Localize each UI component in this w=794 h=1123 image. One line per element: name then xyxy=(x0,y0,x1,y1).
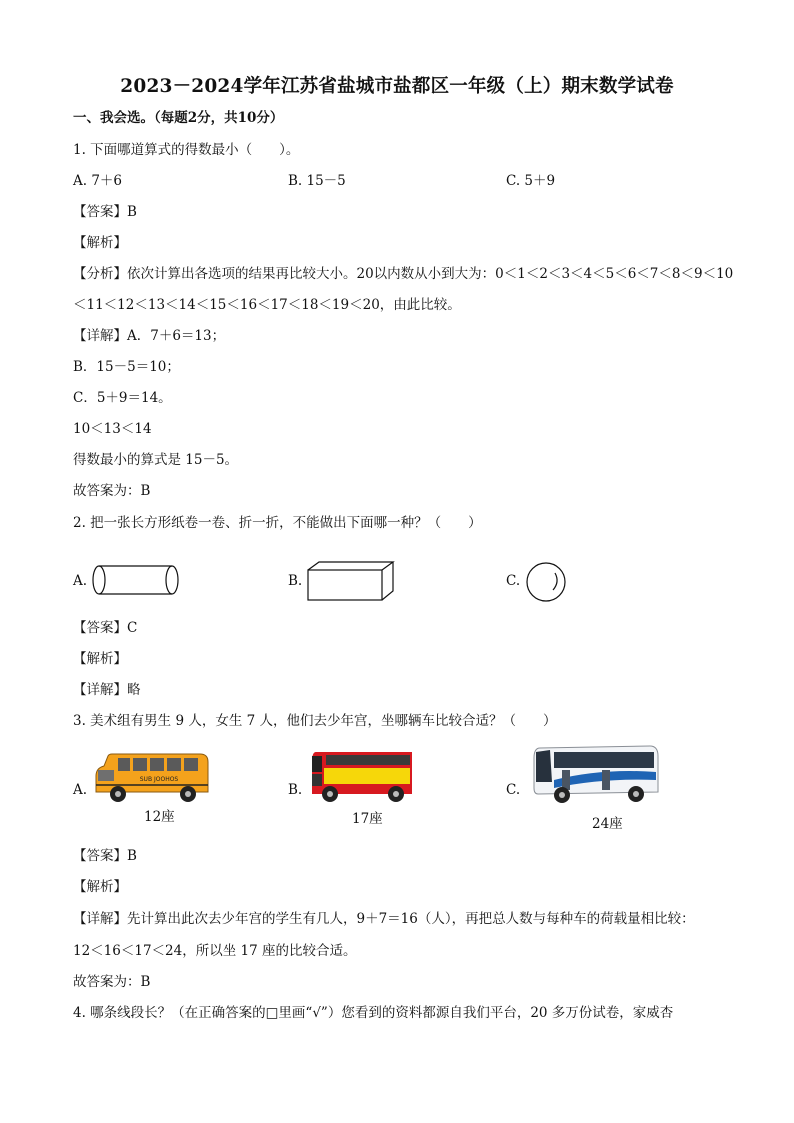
q3-caption-b: 17座 xyxy=(352,811,383,827)
q1-option-c: C. 5＋9 xyxy=(506,173,556,189)
q1-option-a: A. 7＋6 xyxy=(73,173,123,189)
q1-detail-line1: 【详解】A．7＋6＝13； xyxy=(73,328,226,344)
q3-answer: 【答案】B xyxy=(73,848,137,864)
section-heading: 一、我会选。（每题2分，共10分） xyxy=(73,110,284,126)
sphere-figure xyxy=(522,560,570,604)
q1-fenxi-line1: 【分析】依次计算出各选项的结果再比较大小。20以内数从小到大为：0＜1＜2＜3＜4＜5＜6＜7＜8＜9＜10 xyxy=(73,266,734,282)
q3-caption-a: 12座 xyxy=(144,809,175,825)
q3-option-b: B. xyxy=(288,782,303,798)
q3-detail-line2: 12＜16＜17＜24，所以坐 17 座的比较合适。 xyxy=(73,943,357,959)
q1-option-b: B. 15－5 xyxy=(288,173,346,189)
q3-detail-line1: 【详解】先计算出此次去少年宫的学生有几人，9＋7＝16（人），再把总人数与每种车的荷载量相比较： xyxy=(73,911,695,927)
school-bus-image xyxy=(90,748,212,806)
q2-answer: 【答案】C xyxy=(73,620,138,636)
q3-final-answer: 故答案为：B xyxy=(73,974,151,990)
page-title: 2023－2024学年江苏省盐城市盐都区一年级（上）期末数学试卷 xyxy=(120,76,674,97)
q1-answer: 【答案】B xyxy=(73,204,137,220)
question-3-stem: 3. 美术组有男生 9 人，女生 7 人，他们去少年宫，坐哪辆车比较合适？（ ） xyxy=(73,713,557,729)
q1-detail-line4: 10＜13＜14 xyxy=(73,421,152,437)
city-bus-image xyxy=(532,742,662,808)
q2-option-a: A. xyxy=(73,573,88,589)
question-2-stem: 2. 把一张长方形纸卷一卷、折一折，不能做出下面哪一种？（ ） xyxy=(73,515,482,531)
q2-detail: 【详解】略 xyxy=(73,682,141,698)
q1-detail-line5: 得数最小的算式是 15－5。 xyxy=(73,452,239,468)
cylinder-figure xyxy=(90,560,182,600)
q1-analysis-label: 【解析】 xyxy=(73,235,127,251)
q2-option-c: C. xyxy=(506,573,521,589)
q2-analysis-label: 【解析】 xyxy=(73,651,127,667)
q3-caption-c: 24座 xyxy=(592,816,623,832)
cuboid-figure xyxy=(305,560,397,602)
question-1-stem: 1. 下面哪道算式的得数最小（ ）。 xyxy=(73,142,300,158)
school-bus-lettering: SUB JOOHOS xyxy=(139,776,179,783)
q1-final-answer: 故答案为：B xyxy=(73,483,151,499)
double-decker-bus-image xyxy=(308,748,418,806)
q1-fenxi-line2: ＜11＜12＜13＜14＜15＜16＜17＜18＜19＜20，由此比较。 xyxy=(73,297,461,313)
q1-detail-line2: B．15－5＝10； xyxy=(73,359,180,375)
q2-option-b: B. xyxy=(288,573,303,589)
q3-option-c: C. xyxy=(506,782,521,798)
question-4-stem: 4. 哪条线段长？（在正确答案的□里画“√”）您看到的资料都源自我们平台，20 多万份试卷，家威杏 xyxy=(73,1005,674,1021)
q3-option-a: A. xyxy=(73,782,88,798)
q1-detail-line3: C．5＋9＝14。 xyxy=(73,390,172,406)
q3-analysis-label: 【解析】 xyxy=(73,879,127,895)
